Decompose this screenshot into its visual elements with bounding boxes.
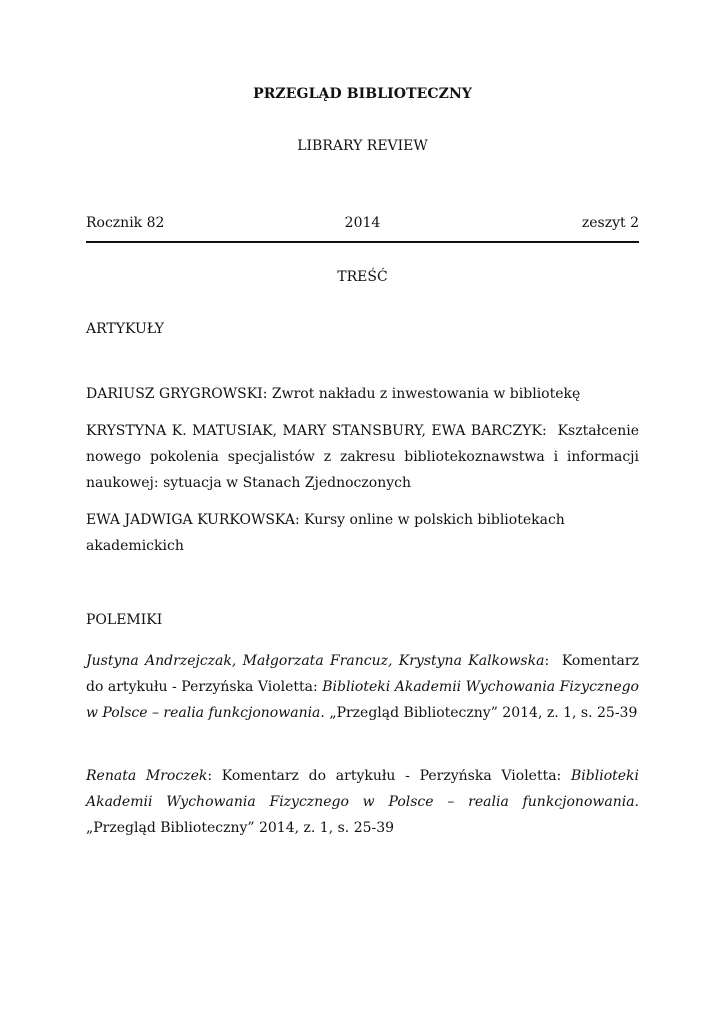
article-entry: DARIUSZ GRYGROWSKI: Zwrot nakładu z inwestowania w bibliotekę (86, 386, 581, 402)
polemic-work-title: Biblioteki Akademii Wychowania Fizycznego w Polsce – realia funkcjonowania. (86, 679, 639, 721)
article-authors: KRYSTYNA K. MATUSIAK, MARY STANSBURY, EWA BARCZYK (86, 423, 542, 439)
journal-subtitle: LIBRARY REVIEW (297, 138, 428, 154)
polemic-authors: Justyna Andrzejczak, Małgorzata Francuz, Krystyna Kalkowska (86, 653, 545, 669)
article-authors: DARIUSZ GRYGROWSKI (86, 386, 263, 402)
article-entry: EWA JADWIGA KURKOWSKA: Kursy online w polskich bibliotekach akademickich (86, 512, 565, 554)
header-divider (86, 241, 639, 243)
issue-volume: Rocznik 82 (86, 215, 165, 231)
polemic-work-title: Biblioteki Akademii Wychowania Fizycznego w Polsce – realia funkcjonowania. (86, 768, 639, 810)
polemic-entry: Renata Mroczek: Komentarz do artykułu - Perzyńska Violetta: Biblioteki Akademii Wychowania Fizycznego w Polsce – realia funkcjonowania. „Przegląd Biblioteczny” 2014, z. 1, s. 25-39 (86, 768, 639, 836)
polemic-source: „Przegląd Biblioteczny” 2014, z. 1, s. 25-39 (329, 705, 638, 721)
article-title: Kursy online w polskich bibliotekach akademickich (86, 512, 565, 554)
issue-year: 2014 (344, 215, 381, 231)
polemic-source: „Przegląd Biblioteczny” 2014, z. 1, s. 25-39 (86, 820, 395, 836)
article-entry: KRYSTYNA K. MATUSIAK, MARY STANSBURY, EWA BARCZYK: Kształcenie nowego pokolenia specjalistów z zakresu bibliotekoznawstwa i informacji naukowej: sytuacja w Stanach Zjednoczonych (86, 423, 639, 491)
document-page (86, 0, 639, 1024)
article-authors: EWA JADWIGA KURKOWSKA (86, 512, 295, 528)
issue-info-row (86, 215, 639, 235)
polemic-lead: Komentarz do artykułu - Perzyńska Violetta: (221, 768, 562, 784)
section-heading-polemics: POLEMIKI (86, 612, 163, 628)
polemic-authors: Renata Mroczek (86, 768, 208, 784)
toc-title: TREŚĆ (337, 269, 388, 285)
article-title: Kształcenie nowego pokolenia specjalistów z zakresu bibliotekoznawstwa i informacji naukowej: sytuacja w Stanach Zjednoczonych (86, 423, 639, 491)
polemic-entry: Justyna Andrzejczak, Małgorzata Francuz, Krystyna Kalkowska: Komentarz do artykułu - Perzyńska Violetta: Biblioteki Akademii Wychowania Fizycznego w Polsce – realia funkcjonowania. „Przegląd Biblioteczny” 2014, z. 1, s. 25-39 (86, 653, 639, 721)
section-heading-articles: ARTYKUŁY (86, 321, 164, 337)
polemic-lead: Komentarz do artykułu - Perzyńska Violetta: (86, 653, 639, 695)
article-title: Zwrot nakładu z inwestowania w bibliotekę (271, 386, 581, 402)
journal-title: PRZEGLĄD BIBLIOTECZNY (253, 86, 472, 102)
issue-number: zeszyt 2 (581, 215, 639, 231)
